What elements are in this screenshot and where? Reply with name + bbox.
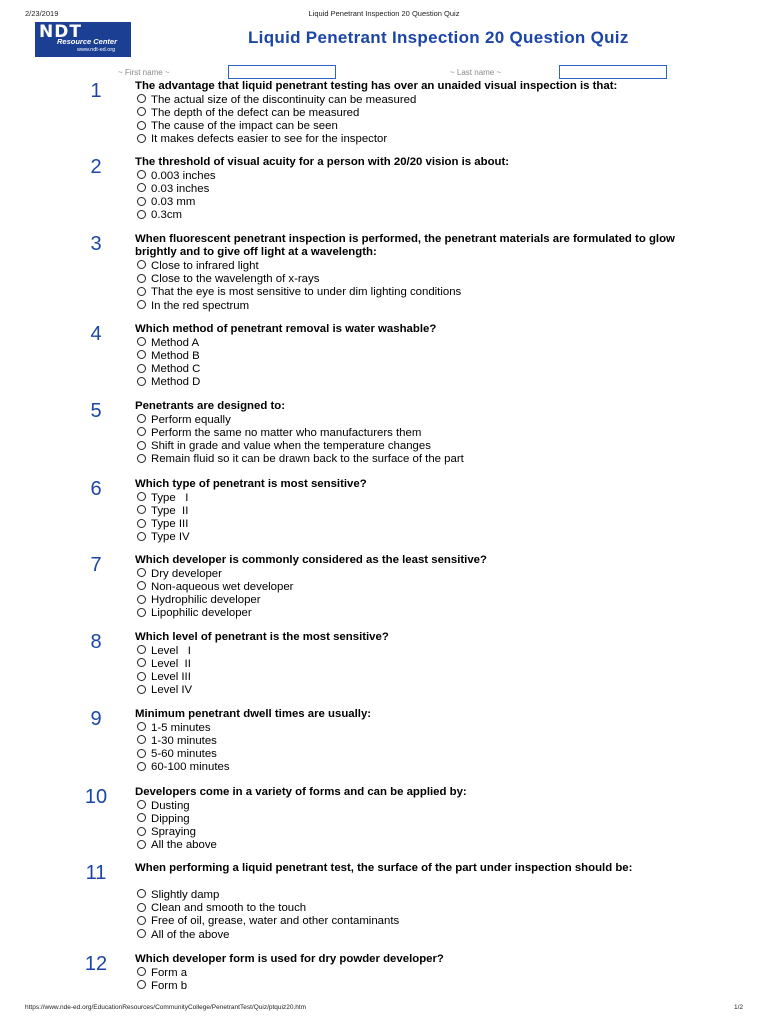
question-number: 11 — [85, 862, 107, 884]
answer-option-label: All the above — [151, 839, 217, 852]
answer-option[interactable] — [137, 453, 464, 466]
radio-button-icon[interactable] — [137, 749, 146, 758]
answer-option-label: Type II — [151, 504, 189, 517]
answer-option[interactable] — [137, 414, 231, 427]
last-name-input[interactable] — [559, 65, 667, 79]
radio-button-icon[interactable] — [137, 929, 146, 938]
answer-option-label: All of the above — [151, 928, 230, 941]
question-number: 10 — [84, 786, 108, 808]
radio-button-icon[interactable] — [137, 595, 146, 604]
answer-option-label: Level III — [151, 671, 191, 684]
answer-option-label: Level II — [151, 657, 191, 670]
answer-option-label: 60-100 minutes — [151, 761, 230, 774]
answer-option-label: 0.003 inches — [151, 169, 216, 182]
answer-option-label: Close to the wavelength of x-rays — [151, 273, 320, 286]
radio-button-icon[interactable] — [137, 287, 146, 296]
question-number: 3 — [90, 233, 102, 255]
answer-option-label: Type IV — [151, 531, 190, 544]
footer-page-number: 1/2 — [733, 1004, 743, 1011]
radio-button-icon[interactable] — [137, 121, 146, 130]
last-name-label: ~ Last name ~ — [450, 68, 502, 77]
radio-button-icon[interactable] — [137, 170, 146, 179]
radio-button-icon[interactable] — [137, 532, 146, 541]
answer-option-label: Lipophilic developer — [151, 607, 252, 620]
question-number: 2 — [90, 156, 102, 178]
answer-option[interactable] — [137, 120, 338, 133]
answer-option[interactable] — [137, 748, 217, 761]
answer-option-label: It makes defects easier to see for the inspector — [151, 133, 388, 146]
answer-option[interactable] — [137, 427, 421, 440]
radio-button-icon[interactable] — [137, 505, 146, 514]
answer-option[interactable] — [137, 915, 399, 928]
radio-button-icon[interactable] — [137, 454, 146, 463]
question-text: Minimum penetrant dwell times are usually: — [135, 708, 372, 720]
answer-option[interactable] — [137, 581, 293, 594]
radio-button-icon[interactable] — [137, 300, 146, 309]
answer-option-label: Method A — [151, 336, 200, 349]
answer-option-label: Form b — [151, 979, 188, 992]
ndt-logo[interactable] — [35, 22, 131, 57]
answer-option[interactable] — [137, 902, 306, 915]
radio-button-icon[interactable] — [137, 658, 146, 667]
radio-button-icon[interactable] — [137, 722, 146, 731]
answer-option[interactable] — [137, 671, 191, 684]
answer-option-label: The actual size of the discontinuity can be measured — [151, 93, 417, 106]
answer-option-label: Non-aqueous wet developer — [151, 580, 294, 593]
answer-option[interactable] — [137, 170, 216, 183]
answer-option-label: That the eye is most sensitive to under dim lighting conditions — [151, 286, 462, 299]
answer-option-label: Hydrophilic developer — [151, 594, 261, 607]
answer-option[interactable] — [137, 273, 319, 286]
question-text: The threshold of visual acuity for a person with 20/20 vision is about: — [135, 156, 510, 168]
answer-option-label: Dry developer — [151, 567, 222, 580]
logo-subtitle: Resource Center — [57, 37, 118, 46]
question-text: When performing a liquid penetrant test, the surface of the part under inspection should be: — [135, 862, 633, 874]
answer-option-label: 1-30 minutes — [151, 734, 217, 747]
answer-option[interactable] — [137, 531, 190, 544]
answer-option[interactable] — [137, 376, 200, 389]
radio-button-icon[interactable] — [137, 274, 146, 283]
answer-option-label: 5-60 minutes — [151, 748, 217, 761]
answer-option[interactable] — [137, 568, 222, 581]
answer-option[interactable] — [137, 645, 191, 658]
radio-button-icon[interactable] — [137, 210, 146, 219]
radio-button-icon[interactable] — [137, 916, 146, 925]
answer-option[interactable] — [137, 350, 200, 363]
answer-option-label: 0.3cm — [151, 209, 183, 222]
logo-text: NDT — [39, 22, 82, 42]
question-text: When fluorescent penetrant inspection is performed, the penetrant materials are formulated to glow brightly and to give off light at a wavelength: — [135, 233, 675, 259]
radio-button-icon[interactable] — [137, 827, 146, 836]
radio-button-icon[interactable] — [137, 377, 146, 386]
answer-option[interactable] — [137, 980, 187, 993]
answer-option[interactable] — [137, 440, 431, 453]
answer-option-label: Spraying — [151, 826, 196, 839]
answer-option-label: Dipping — [151, 812, 190, 825]
answer-option-label: 1-5 minutes — [151, 721, 211, 734]
answer-option-label: Dusting — [151, 799, 190, 812]
print-title: Liquid Penetrant Inspection 20 Question Quiz — [308, 9, 460, 18]
answer-option-label: Shift in grade and value when the temperature changes — [151, 440, 431, 453]
radio-button-icon[interactable] — [137, 197, 146, 206]
answer-option[interactable] — [137, 813, 190, 826]
quiz-title: Liquid Penetrant Inspection 20 Question Quiz — [248, 28, 629, 47]
answer-option[interactable] — [137, 684, 192, 697]
first-name-input[interactable] — [228, 65, 336, 79]
radio-button-icon[interactable] — [137, 903, 146, 912]
answer-option[interactable] — [137, 337, 199, 350]
radio-button-icon[interactable] — [137, 260, 146, 269]
question-number: 7 — [90, 554, 102, 576]
question-text: Penetrants are designed to: — [135, 400, 286, 412]
answer-option-label: Level IV — [151, 684, 193, 697]
answer-option[interactable] — [137, 209, 182, 222]
answer-option[interactable] — [137, 761, 230, 774]
answer-option[interactable] — [137, 363, 200, 376]
question-number: 4 — [90, 323, 102, 345]
question-text: Developers come in a variety of forms and can be applied by: — [135, 786, 467, 798]
radio-button-icon[interactable] — [137, 183, 146, 192]
radio-button-icon[interactable] — [137, 107, 146, 116]
radio-button-icon[interactable] — [137, 441, 146, 450]
radio-button-icon[interactable] — [137, 492, 146, 501]
answer-option-label: Free of oil, grease, water and other contaminants — [151, 915, 400, 928]
radio-button-icon[interactable] — [137, 427, 146, 436]
answer-option-label: The cause of the impact can be seen — [151, 120, 338, 133]
answer-option-label: Method D — [151, 376, 201, 389]
radio-button-icon[interactable] — [137, 608, 146, 617]
radio-button-icon[interactable] — [137, 813, 146, 822]
question-number: 8 — [90, 631, 102, 653]
radio-button-icon[interactable] — [137, 568, 146, 577]
radio-button-icon[interactable] — [137, 762, 146, 771]
answer-option[interactable] — [137, 94, 416, 107]
radio-button-icon[interactable] — [137, 414, 146, 423]
answer-option-label: Method B — [151, 349, 200, 362]
answer-option[interactable] — [137, 735, 217, 748]
logo-url: www.ndt-ed.org — [77, 47, 116, 53]
answer-option-label: Method C — [151, 363, 201, 376]
question-number: 5 — [90, 400, 102, 422]
radio-button-icon[interactable] — [137, 134, 146, 143]
answer-option-label: The depth of the defect can be measured — [151, 106, 360, 119]
answer-option-label: Clean and smooth to the touch — [151, 902, 307, 915]
radio-button-icon[interactable] — [137, 980, 146, 989]
radio-button-icon[interactable] — [137, 364, 146, 373]
print-header — [0, 9, 768, 21]
question-text: Which type of penetrant is most sensitive? — [135, 478, 367, 490]
answer-option[interactable] — [137, 505, 188, 518]
answer-option-label: Level I — [151, 644, 191, 657]
question-number: 6 — [90, 478, 102, 500]
answer-option-label: Perform the same no matter who manufacturers them — [151, 426, 422, 439]
answer-option[interactable] — [137, 183, 209, 196]
answer-option[interactable] — [137, 826, 196, 839]
answer-option[interactable] — [137, 133, 387, 146]
answer-option[interactable] — [137, 658, 191, 671]
answer-option[interactable] — [137, 889, 219, 902]
answer-option[interactable] — [137, 607, 252, 620]
radio-button-icon[interactable] — [137, 800, 146, 809]
answer-option[interactable] — [137, 722, 211, 735]
question-text: Which developer is commonly considered as the least sensitive? — [135, 554, 487, 566]
answer-option[interactable] — [137, 196, 195, 209]
question-number: 1 — [90, 80, 102, 102]
answer-option[interactable] — [137, 518, 188, 531]
answer-option-label: Type I — [151, 491, 189, 504]
radio-button-icon[interactable] — [137, 685, 146, 694]
answer-option[interactable] — [137, 594, 261, 607]
first-name-label: ~ First name ~ — [118, 68, 170, 77]
radio-button-icon[interactable] — [137, 337, 146, 346]
question-number: 9 — [90, 708, 102, 730]
question-text: The advantage that liquid penetrant testing has over an unaided visual inspection is that: — [135, 80, 618, 92]
print-footer — [0, 1004, 768, 1016]
radio-button-icon[interactable] — [137, 967, 146, 976]
radio-button-icon[interactable] — [137, 672, 146, 681]
answer-option[interactable] — [137, 286, 461, 299]
answer-option[interactable] — [137, 492, 188, 505]
question-text: Which method of penetrant removal is water washable? — [135, 323, 437, 335]
print-date: 2/23/2019 — [25, 9, 59, 18]
answer-option[interactable] — [137, 929, 230, 942]
answer-option-label: Type III — [151, 518, 189, 531]
radio-button-icon[interactable] — [137, 519, 146, 528]
radio-button-icon[interactable] — [137, 735, 146, 744]
answer-option-label: 0.03 mm — [151, 196, 196, 209]
radio-button-icon[interactable] — [137, 94, 146, 103]
answer-option[interactable] — [137, 800, 190, 813]
footer-url: https://www.nde-ed.org/EducationResources/CommunityCollege/PenetrantTest/Quiz/ptquiz20.htm — [25, 1004, 307, 1011]
answer-option-label: Close to infrared light — [151, 259, 259, 272]
radio-button-icon[interactable] — [137, 889, 146, 898]
question-number: 12 — [84, 953, 108, 975]
name-row — [0, 65, 768, 81]
radio-button-icon[interactable] — [137, 645, 146, 654]
question-text: Which level of penetrant is the most sensitive? — [135, 631, 389, 643]
answer-option[interactable] — [137, 260, 259, 273]
radio-button-icon[interactable] — [137, 581, 146, 590]
answer-option[interactable] — [137, 967, 187, 980]
question-text: Which developer form is used for dry powder developer? — [135, 953, 444, 965]
answer-option-label: Perform equally — [151, 413, 231, 426]
answer-option-label: Remain fluid so it can be drawn back to the surface of the part — [151, 453, 464, 466]
answer-option-label: Form a — [151, 966, 188, 979]
answer-option[interactable] — [137, 839, 217, 852]
answer-option-label: In the red spectrum — [151, 299, 250, 312]
radio-button-icon[interactable] — [137, 350, 146, 359]
answer-option[interactable] — [137, 107, 359, 120]
radio-button-icon[interactable] — [137, 840, 146, 849]
answer-option-label: Slightly damp — [151, 888, 220, 901]
answer-option[interactable] — [137, 300, 249, 313]
answer-option-label: 0.03 inches — [151, 182, 210, 195]
